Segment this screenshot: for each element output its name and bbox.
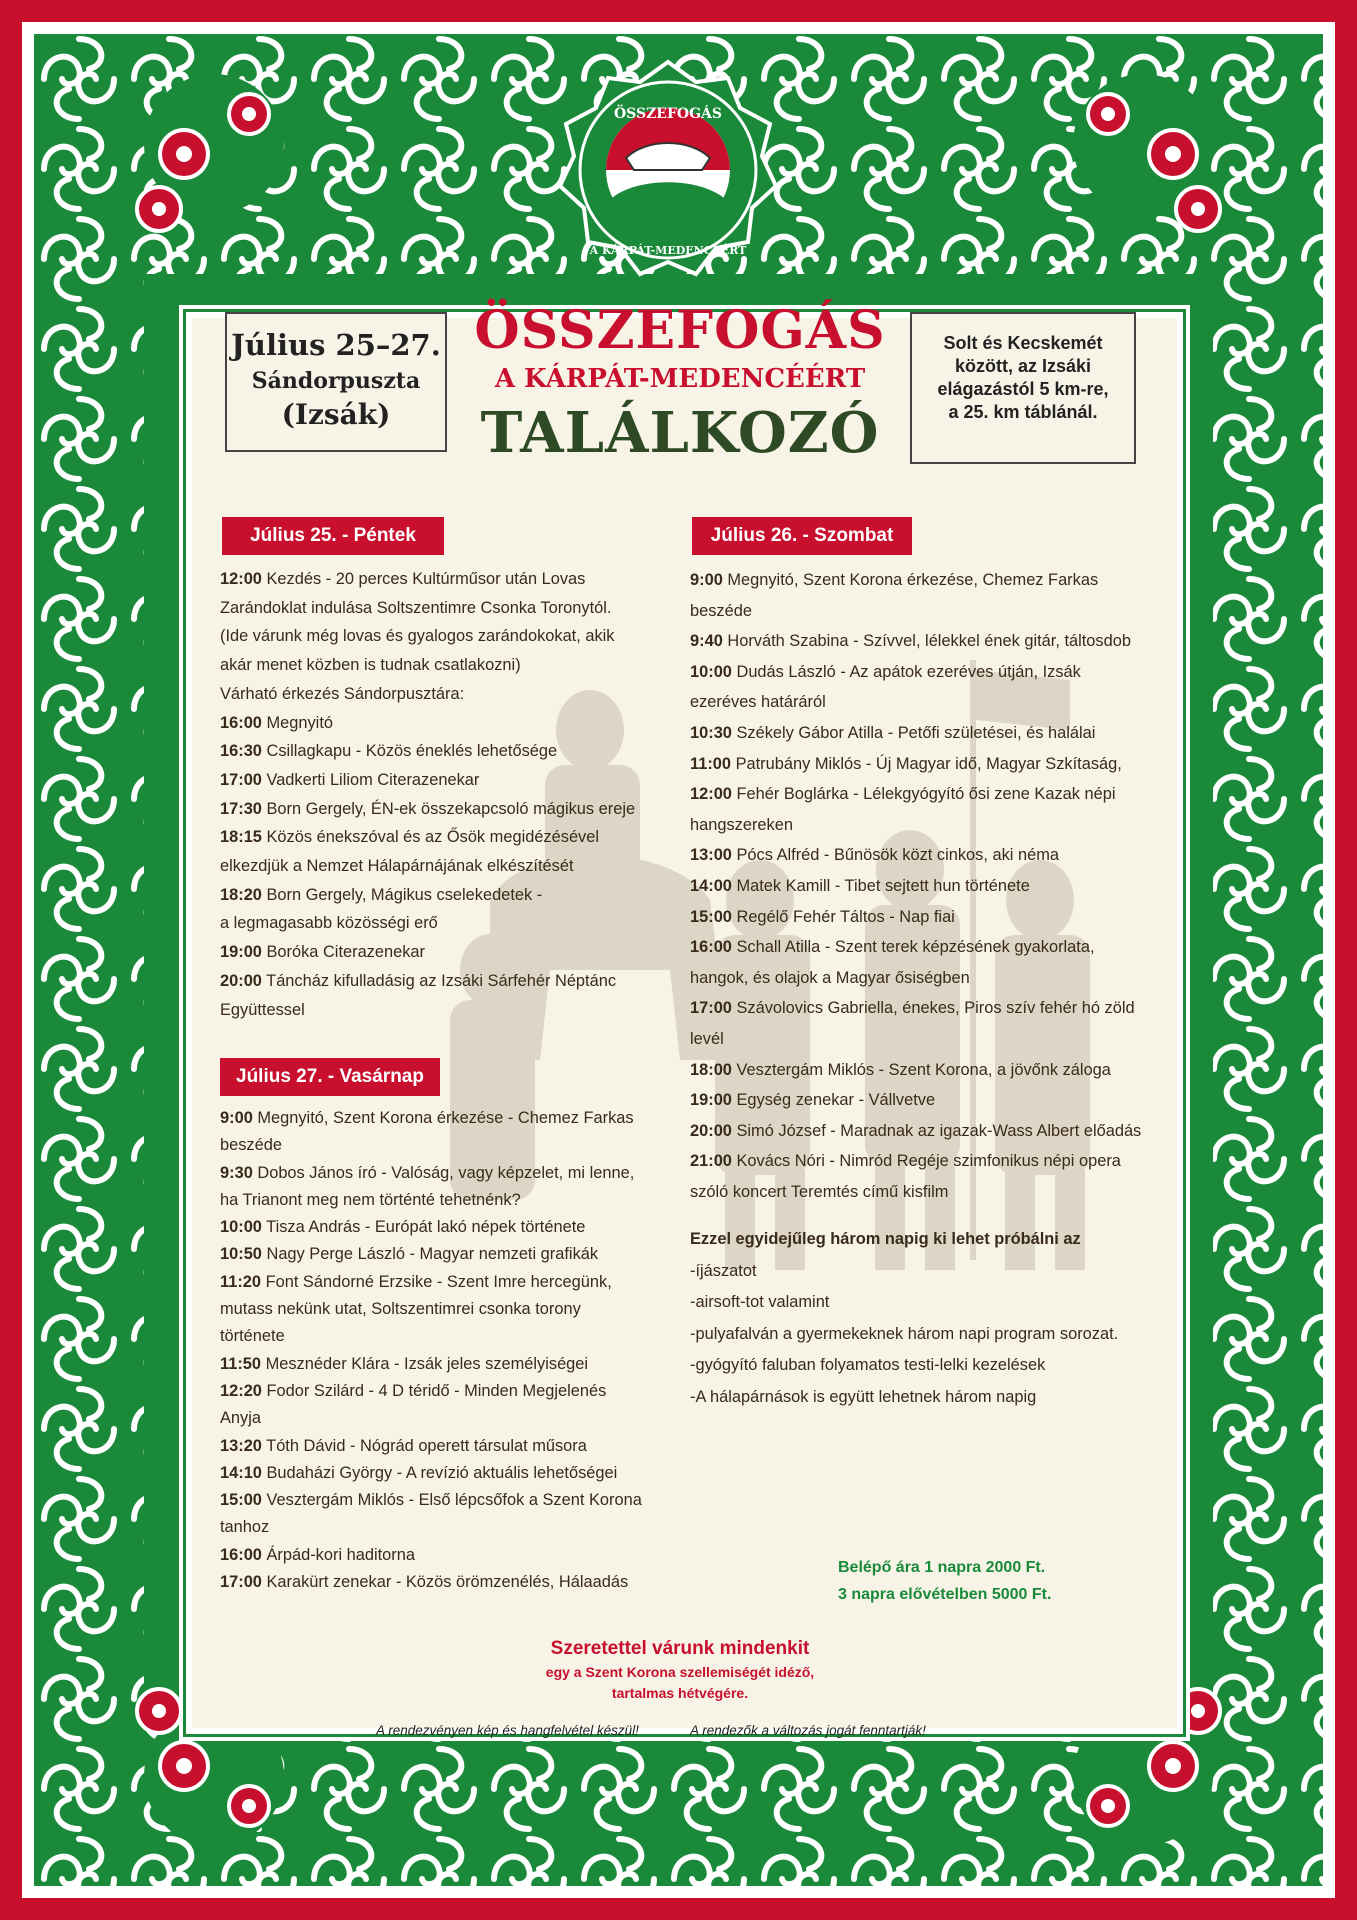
extra-item: -gyógyító faluban folyamatos testi-lelki kezelések — [690, 1356, 1046, 1374]
schedule-text: Dobos János író - Valóság, vagy képzelet, mi lenne, — [252, 1163, 635, 1182]
schedule-text: Vadkerti Liliom Citerazenekar — [261, 770, 480, 789]
schedule-line — [690, 810, 1158, 841]
schedule-line — [220, 909, 680, 938]
schedule-line — [220, 881, 680, 910]
event-dates: Július 25–27. — [231, 328, 441, 362]
event-place: Sándorpuszta — [251, 368, 421, 394]
schedule-line — [220, 1132, 680, 1159]
schedule-line — [220, 1105, 680, 1132]
schedule-text: Megnyitó — [261, 713, 333, 732]
location-line: elágazástól 5 km-re, — [937, 379, 1109, 399]
schedule-time: 13:20 — [220, 1436, 262, 1455]
schedule-text: Nagy Perge László - Magyar nemzeti grafikák — [261, 1245, 599, 1264]
schedule-time: 9:00 — [690, 571, 723, 589]
extra-item: -A hálapárnások is együtt lehetnek három napig — [690, 1387, 1037, 1406]
schedule-line — [220, 795, 680, 824]
schedule-text: Regélő Fehér Táltos - Nap fiai — [731, 907, 955, 926]
schedule-line — [220, 1433, 680, 1460]
schedule-line — [220, 852, 680, 881]
schedule-line — [690, 626, 1158, 657]
schedule-line — [220, 938, 680, 967]
schedule-time: 10:50 — [220, 1245, 262, 1264]
schedule-text: ezeréves határáról — [690, 693, 826, 712]
schedule-text: elkezdjük a Nemzet Hálapárnájának elkészítését — [220, 857, 574, 876]
schedule-text: Megnyitó, Szent Korona érkezése, Chemez Farkas — [722, 571, 1099, 589]
schedule-text: Fehér Boglárka - Lélekgyógyító ősi zene Kazak népi — [731, 785, 1116, 804]
extra-heading: Ezzel egyidejűleg három napig ki lehet próbálni az — [690, 1230, 1081, 1248]
schedule-text: Tisza András - Európát lakó népek története — [261, 1218, 586, 1237]
schedule-line — [220, 1514, 680, 1541]
schedule-text: Vesztergám Miklós - Első lépcsőfok a Szent Korona — [261, 1491, 642, 1510]
schedule-text: Fodor Szilárd - 4 D téridő - Minden Megjelenés — [261, 1381, 607, 1400]
extra-activities — [690, 1224, 1170, 1413]
schedule-text: beszéde — [220, 1136, 282, 1155]
schedule-time: 15:00 — [220, 1491, 262, 1510]
schedule-line — [220, 823, 680, 852]
schedule-line — [220, 651, 680, 680]
schedule-text: Várható érkezés Sándorpusztára: — [220, 684, 465, 703]
schedule-line — [690, 1177, 1158, 1208]
schedule-time: 11:50 — [220, 1354, 262, 1373]
schedule-text: Együttessel — [220, 1000, 305, 1019]
day2-label: Július 26. - Szombat — [692, 517, 912, 555]
event-place-paren: (Izsák) — [281, 398, 391, 431]
schedule-time: 12:20 — [220, 1381, 262, 1400]
welcome-line1: Szeretettel várunk mindenkit — [550, 1638, 810, 1659]
schedule-line — [220, 1487, 680, 1514]
title-talalkozo: TALÁLKOZÓ — [480, 400, 880, 466]
schedule-line — [220, 594, 680, 623]
schedule-time: 16:00 — [220, 713, 262, 732]
schedule-line — [220, 1323, 680, 1350]
schedule-text: Közös énekszóval és az Ősök megidézésével — [261, 828, 600, 847]
schedule-text: beszéde — [690, 601, 752, 620]
schedule-text: akár menet közben is tudnak csatlakozni) — [220, 656, 521, 675]
schedule-time: 13:00 — [690, 846, 732, 865]
schedule-line — [690, 993, 1158, 1054]
title-osszefogas: ÖSSZEFOGÁS — [474, 300, 886, 361]
schedule-line — [220, 1405, 680, 1432]
schedule-time: 11:20 — [220, 1272, 262, 1291]
schedule-line — [690, 1146, 1158, 1177]
title-karpat-medence: A KÁRPÁT-MEDENCÉÉRT — [494, 364, 866, 394]
schedule-line — [220, 1187, 680, 1214]
schedule-line — [220, 709, 680, 738]
schedule-time: 21:00 — [690, 1152, 732, 1171]
schedule-text: története — [220, 1327, 285, 1346]
schedule-line — [220, 967, 680, 996]
logo-bottom-text: A KÁRPÁT-MEDENCÉÉRT — [589, 244, 747, 257]
schedule-line — [690, 779, 1158, 810]
schedule-text: Árpád-kori haditorna — [261, 1545, 415, 1564]
schedule-text: Zarándoklat indulása Soltszentimre Csonka Toronytól. — [220, 598, 612, 617]
schedule-text: tanhoz — [220, 1518, 270, 1537]
schedule-text: Horváth Szabina - Szívvel, lélekkel ének gitár, táltosdob — [722, 632, 1131, 651]
logo-top-text: ÖSSZEFOGÁS — [613, 106, 723, 122]
schedule-line — [220, 766, 680, 795]
schedule-line — [690, 932, 1158, 963]
recording-notice: A rendezvényen kép és hangfelvétel készül! — [376, 1723, 639, 1738]
schedule-line — [220, 1542, 680, 1569]
schedule-time: 14:10 — [220, 1463, 262, 1482]
schedule-time: 14:00 — [690, 876, 732, 895]
schedule-line — [220, 1241, 680, 1268]
schedule-text: Kovács Nóri - Nimród Regéje szimfonikus népi opera — [731, 1152, 1121, 1171]
schedule-time: 9:40 — [690, 632, 723, 651]
schedule-text: Anyja — [220, 1409, 262, 1428]
schedule-line — [220, 565, 680, 594]
schedule-line — [690, 1055, 1158, 1086]
location-line: Solt és Kecskemét — [943, 333, 1103, 353]
schedule-line — [220, 996, 680, 1025]
extra-item: -airsoft-tot valamint — [690, 1293, 830, 1311]
schedule-time: 18:15 — [220, 828, 262, 847]
schedule-text: Pócs Alfréd - Bűnösök közt cinkos, aki néma — [731, 846, 1059, 865]
schedule-text: Szávolovics Gabriella, énekes, Piros szív fehér hó zöld levél — [690, 999, 1135, 1048]
extra-item: -íjászatot — [690, 1261, 757, 1280]
schedule-time: 11:00 — [690, 754, 732, 773]
schedule-text: Matek Kamill - Tibet sejtett hun története — [731, 876, 1030, 895]
schedule-text: szóló koncert Teremtés című kisfilm — [690, 1182, 949, 1201]
schedule-line — [220, 1269, 680, 1296]
schedule-line — [220, 1214, 680, 1241]
schedule-line — [690, 871, 1158, 902]
schedule-line — [690, 657, 1158, 688]
schedule-text: hangok, és olajok a Magyar ősiségben — [690, 968, 970, 987]
location-line: a 25. km táblánál. — [948, 402, 1098, 422]
schedule-line — [220, 622, 680, 651]
schedule-text: Patrubány Miklós - Új Magyar idő, Magyar Szkítaság, — [731, 754, 1122, 773]
schedule-time: 10:30 — [690, 723, 732, 742]
schedule-text: Megnyitó, Szent Korona érkezése - Chemez Farkas — [252, 1109, 634, 1127]
schedule-text: (Ide várunk még lovas és gyalogos zarándokokat, akik — [220, 627, 615, 646]
schedule-time: 10:00 — [220, 1218, 262, 1237]
schedule-time: 16:00 — [220, 1545, 262, 1564]
date-box — [225, 312, 447, 452]
schedule-text: Kezdés - 20 perces Kultúrműsor után Lovas — [261, 570, 586, 588]
schedule-text: Egység zenekar - Vállvetve — [731, 1091, 936, 1110]
location-line: között, az Izsáki — [954, 356, 1092, 376]
schedule-line — [690, 1085, 1158, 1116]
schedule-time: 17:30 — [220, 799, 262, 818]
day3-label: Július 27. - Vasárnap — [220, 1058, 440, 1096]
schedule-line — [690, 565, 1158, 596]
day2-schedule — [690, 565, 1158, 1207]
welcome-line3: tartalmas hétvégére. — [611, 1685, 749, 1701]
schedule-text: a legmagasabb közösségi erő — [220, 914, 438, 933]
schedule-line — [220, 1569, 680, 1596]
schedule-time: 12:00 — [690, 785, 732, 804]
schedule-text: Boróka Citerazenekar — [261, 943, 425, 962]
schedule-line — [690, 1116, 1158, 1147]
schedule-time: 12:00 — [220, 570, 262, 588]
schedule-text: Dudás László - Az apátok ezeréves útján, Izsák — [731, 662, 1081, 681]
schedule-text: Born Gergely, ÉN-ek összekapcsoló mágikus ereje — [261, 799, 636, 818]
extra-item: -pulyafalván a gyermekeknek három napi program sorozat. — [690, 1324, 1119, 1343]
schedule-line — [690, 840, 1158, 871]
schedule-line — [690, 718, 1158, 749]
schedule-time: 16:30 — [220, 742, 262, 761]
schedule-line — [690, 687, 1158, 718]
day1-schedule — [220, 565, 680, 1024]
schedule-text: Csillagkapu - Közös éneklés lehetősége — [261, 742, 558, 761]
schedule-time: 17:00 — [220, 770, 262, 789]
schedule-time: 16:00 — [690, 938, 732, 957]
schedule-line — [690, 749, 1158, 780]
schedule-time: 20:00 — [690, 1121, 732, 1140]
price-three-days: 3 napra elővételben 5000 Ft. — [838, 1586, 1052, 1603]
schedule-text: Font Sándorné Erzsike - Szent Imre hercegünk, — [261, 1272, 612, 1291]
day3-schedule — [220, 1105, 680, 1596]
schedule-time: 17:00 — [690, 999, 732, 1018]
schedule-line — [690, 596, 1158, 627]
schedule-text: mutass nekünk utat, Soltszentimrei csonka torony — [220, 1300, 581, 1319]
organization-logo — [556, 58, 780, 298]
schedule-line — [220, 680, 680, 709]
schedule-line — [690, 902, 1158, 933]
ticket-price — [838, 1554, 1138, 1608]
schedule-text: Schall Atilla - Szent terek képzésének gyakorlata, — [731, 938, 1095, 957]
schedule-text: hangszereken — [690, 815, 793, 834]
schedule-time: 19:00 — [690, 1091, 732, 1110]
schedule-line — [220, 1296, 680, 1323]
schedule-line — [690, 963, 1158, 994]
schedule-text: Tóth Dávid - Nógrád operett társulat műsora — [261, 1436, 587, 1455]
schedule-text: Táncház kifulladásig az Izsáki Sárfehér Néptánc — [261, 971, 617, 990]
schedule-time: 9:30 — [220, 1163, 253, 1182]
welcome-line2: egy a Szent Korona szellemiségét idéző, — [545, 1664, 815, 1680]
welcome-message — [480, 1636, 880, 1704]
schedule-time: 18:20 — [220, 885, 262, 904]
location-text — [912, 332, 1134, 424]
schedule-line — [220, 737, 680, 766]
schedule-time: 20:00 — [220, 971, 262, 990]
schedule-text: ha Trianont meg nem történté tehetnénk? — [220, 1190, 521, 1209]
schedule-time: 10:00 — [690, 662, 732, 681]
schedule-text: Simó József - Maradnak az igazak-Wass Albert előadás — [731, 1121, 1142, 1140]
schedule-line — [220, 1378, 680, 1405]
schedule-time: 9:00 — [220, 1109, 253, 1127]
schedule-line — [220, 1460, 680, 1487]
schedule-time: 18:00 — [690, 1060, 732, 1079]
schedule-text: Vesztergám Miklós - Szent Korona, a jövőnk záloga — [731, 1060, 1111, 1079]
schedule-line — [220, 1351, 680, 1378]
schedule-text: Mesznéder Klára - Izsák jeles személyiségei — [261, 1354, 589, 1373]
change-notice: A rendezők a változás jogát fenntartják! — [690, 1723, 926, 1738]
schedule-time: 17:00 — [220, 1573, 262, 1592]
location-box — [910, 312, 1136, 464]
schedule-time: 19:00 — [220, 943, 262, 962]
schedule-time: 15:00 — [690, 907, 732, 926]
schedule-text: Székely Gábor Atilla - Petőfi születései, és halálai — [731, 723, 1096, 742]
day1-label: Július 25. - Péntek — [222, 517, 444, 555]
schedule-line — [220, 1160, 680, 1187]
schedule-text: Karakürt zenekar - Közös örömzenélés, Hálaadás — [261, 1573, 629, 1592]
price-one-day: Belépő ára 1 napra 2000 Ft. — [838, 1559, 1046, 1576]
schedule-text: Born Gergely, Mágikus cselekedetek - — [261, 885, 543, 904]
schedule-text: Budaházi György - A revízió aktuális lehetőségei — [261, 1463, 618, 1482]
